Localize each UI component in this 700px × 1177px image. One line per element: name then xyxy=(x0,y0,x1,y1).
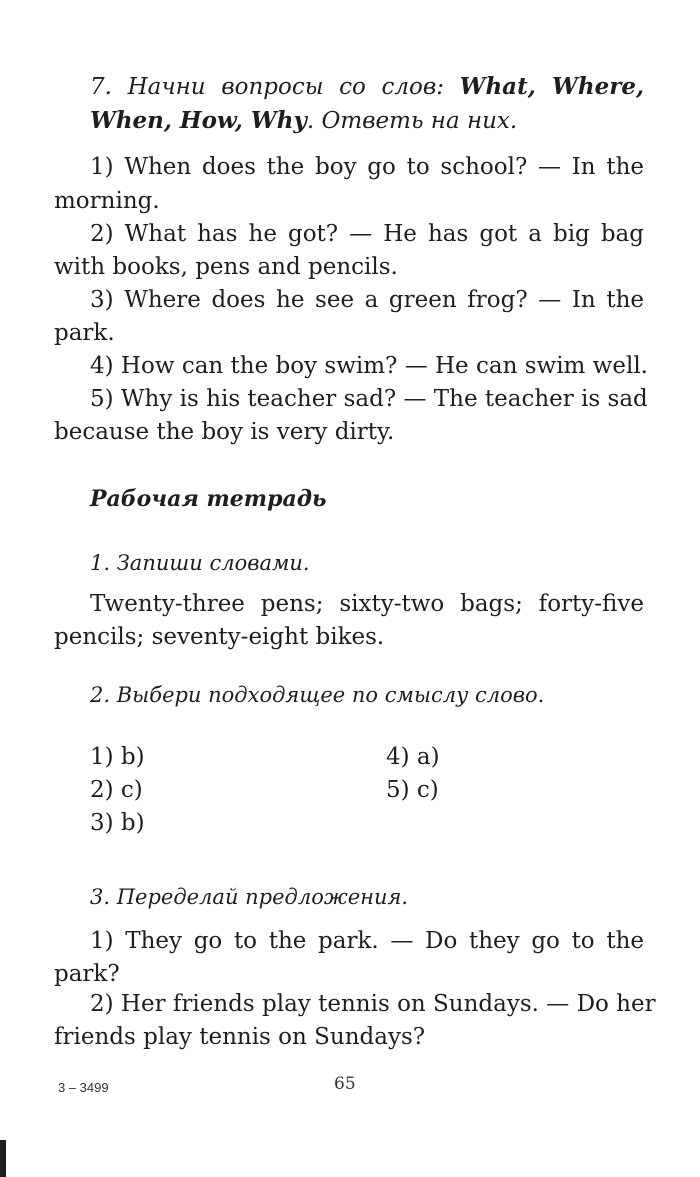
task-3-line-3: 2) Her friends play tennis on Sundays. — Do her xyxy=(90,991,656,1017)
exercise-7-line-6: park. xyxy=(54,320,115,346)
exercise-7-heading-line-1 xyxy=(90,70,644,104)
page-number: 65 xyxy=(334,1074,356,1094)
exercise-7-line-8: 5) Why is his teacher sad? — The teacher is sad xyxy=(90,386,648,412)
page-edge-mark xyxy=(0,1140,6,1177)
task-3-line-2: park? xyxy=(54,961,120,987)
task-2-answer-1: 1) b) xyxy=(90,744,145,770)
task-1-line-2: pencils; seventy-eight bikes. xyxy=(54,624,385,650)
exercise-7-line-9: because the boy is very dirty. xyxy=(54,419,395,445)
task-2-title: 2. Выбери подходящее по смыслу слово. xyxy=(90,683,545,707)
exercise-7-heading-suffix: . Ответь на них. xyxy=(306,108,518,134)
workbook-title: Рабочая тетрадь xyxy=(90,486,327,512)
task-3-line-1: 1) They go to the park. — Do they go to the xyxy=(90,928,644,954)
task-3-title: 3. Переделай предложения. xyxy=(90,885,409,909)
printing-code: 3 – 3499 xyxy=(58,1080,109,1095)
task-1-title: 1. Запиши словами. xyxy=(90,551,310,575)
exercise-7-line-5: 3) Where does he see a green frog? — In the xyxy=(90,287,644,313)
exercise-7-line-1: 1) When does the boy go to school? — In the xyxy=(90,154,644,180)
exercise-7-line-7: 4) How can the boy swim? — He can swim well. xyxy=(90,353,648,379)
exercise-7-line-2: morning. xyxy=(54,188,160,214)
task-2-answer-2: 2) c) xyxy=(90,777,143,803)
exercise-7-heading-words-2: When, How, Why xyxy=(90,107,307,134)
task-1-line-1: Twenty-three pens; sixty-two bags; forty-five xyxy=(90,591,644,617)
task-2-answer-4: 4) a) xyxy=(386,744,440,770)
exercise-7-line-4: with books, pens and pencils. xyxy=(54,254,398,280)
exercise-7-heading-prefix: 7. Начни вопросы со слов: xyxy=(90,74,460,100)
task-2-answer-5: 5) c) xyxy=(386,777,439,803)
exercise-7-heading-words: What, Where, xyxy=(459,73,644,100)
exercise-7-line-3: 2) What has he got? — He has got a big bag xyxy=(90,221,644,247)
task-2-answer-3: 3) b) xyxy=(90,810,145,836)
task-3-line-4: friends play tennis on Sundays? xyxy=(54,1024,426,1050)
exercise-7-heading-line-2 xyxy=(90,104,644,138)
